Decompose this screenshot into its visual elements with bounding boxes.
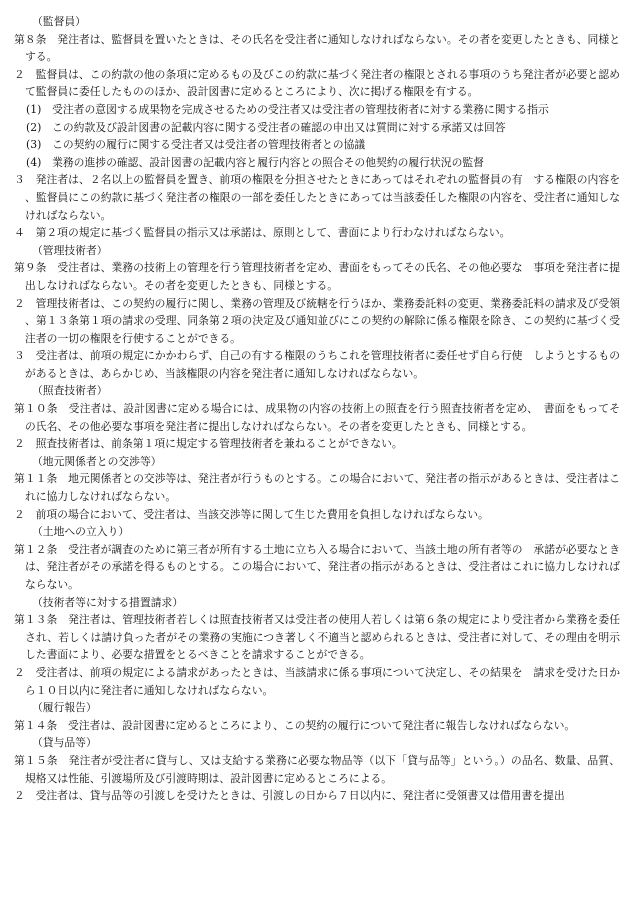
section-heading: （照査技術者） [32,384,108,398]
article-paragraph: ２ 前項の場合において、受注者は、当該交渉等に関して生じた費用を負担しなければならない。 [14,507,489,521]
article-paragraph: 第１２条 受注者が調査のために第三者が所有する土地に立ち入る場合において、当該土地の所有者等の 承諾が必要なときは、発注者がその承諾を得るものとする。この場合において、発注者の指示があるときは、受注者はこれに協力しなければならない。 [14,542,620,591]
list-item: (1) 受注者の意図する成果物を完成させるための受注者又は受注者の管理技術者に対する業務に関する指示 [26,102,549,116]
contract-document [14,13,620,805]
article-paragraph: 第１３条 発注者は、管理技術者若しくは照査技術者又は受注者の使用人若しくは第６条の規定により受注者から業務を委任され、若しくは請け負った者がその業務の実施につき著しく不適当と認められるときは、受注者に対して、その理由を明示した書面により、必要な措置をとるべきことを請求することができる。 [14,613,620,662]
list-item: (4) 業務の進捗の確認、設計図書の記載内容と履行内容との照合その他契約の履行状況の監督 [26,155,484,169]
article-paragraph: ２ 照査技術者は、前条第１項に規定する管理技術者を兼ねることができない。 [14,437,403,451]
article-paragraph: 第８条 発注者は、監督員を置いたときは、その氏名を受注者に通知しなければならない。その者を変更したときも、同様とする。 [14,32,620,64]
section-heading: （土地への立入り） [32,525,130,539]
section-heading: （監督員） [32,15,86,28]
section-heading: （貸与品等） [32,736,97,750]
list-item: (2) この約款及び設計図書の記載内容に関する受注者の確認の申出又は質問に対する承諾又は回答 [26,120,506,134]
article-paragraph: 第１１条 地元関係者との交渉等は、発注者が行うものとする。この場合において、発注者の指示があるときは、受注者はこれに協力しなければならない。 [14,472,620,504]
article-paragraph: ３ 受注者は、前項の規定にかかわらず、自己の有する権限のうちこれを管理技術者に委任せず自ら行使 しようとするものがあるときは、あらかじめ、当該権限の内容を発注者に通知しなければならない。 [14,349,620,380]
section-heading: （技術者等に対する措置請求） [32,595,184,609]
article-paragraph: ２ 管理技術者は、この契約の履行に関し、業務の管理及び統轄を行うほか、業務委託料の変更、業務委託料の請求及び受領、第１３条第１項の請求の受理、同条第２項の決定及び通知並びにこの契約の解除に係る権限を除き、この契約に基づく受注者の一切の権限を行使することができる。 [14,296,620,345]
article-paragraph: ２ 受注者は、貸与品等の引渡しを受けたときは、引渡しの日から７日以内に、発注者に受領書又は借用書を提出 [14,789,565,803]
article-paragraph: 第１４条 受注者は、設計図書に定めるところにより、この契約の履行について発注者に報告しなければならない。 [14,718,576,732]
article-paragraph: ３ 発注者は、２名以上の監督員を置き、前項の権限を分担させたときにあってはそれぞれの監督員の有 する権限の内容を、監督員にこの約款に基づく発注者の権限の一部を委任したときにあっては当該委任した権限の内容を、受注者に通知しなければならない。 [14,173,620,222]
article-paragraph: 第１０条 受注者は、設計図書に定める場合には、成果物の内容の技術上の照査を行う照査技術者を定め、 書面をもってその氏名、その他必要な事項を発注者に提出しなければならない。その者を変更したときも、同様とする。 [14,402,620,433]
article-paragraph: 第１５条 発注者が受注者に貸与し、又は支給する業務に必要な物品等（以下「貸与品等」という。）の品名、数量、品質、規格又は性能、引渡場所及び引渡時期は、設計図書に定めるところによる。 [14,753,620,785]
article-paragraph: ２ 監督員は、この約款の他の条項に定めるもの及びこの約款に基づく発注者の権限とされる事項のうち発注者が必要と認めて監督員に委任したもののほか、設計図書に定めるところにより、次に掲げる権限を有する。 [14,67,620,99]
article-paragraph: ２ 受注者は、前項の規定による請求があったときは、当該請求に係る事項について決定し、その結果を 請求を受けた日から１０日以内に発注者に通知しなければならない。 [14,665,620,697]
section-heading: （地元関係者との交渉等） [32,454,162,468]
section-heading: （管理技術者） [32,243,108,257]
article-paragraph: 第９条 受注者は、業務の技術上の管理を行う管理技術者を定め、書面をもってその氏名、その他必要な 事項を発注者に提出しなければならない。その者を変更したときも、同様とする。 [14,261,620,292]
article-paragraph: ４ 第２項の規定に基づく監督員の指示又は承諾は、原則として、書面により行わなければならない。 [14,226,511,240]
list-item: (3) この契約の履行に関する受注者又は受注者の管理技術者との協議 [26,138,366,152]
section-heading: （履行報告） [32,701,97,715]
